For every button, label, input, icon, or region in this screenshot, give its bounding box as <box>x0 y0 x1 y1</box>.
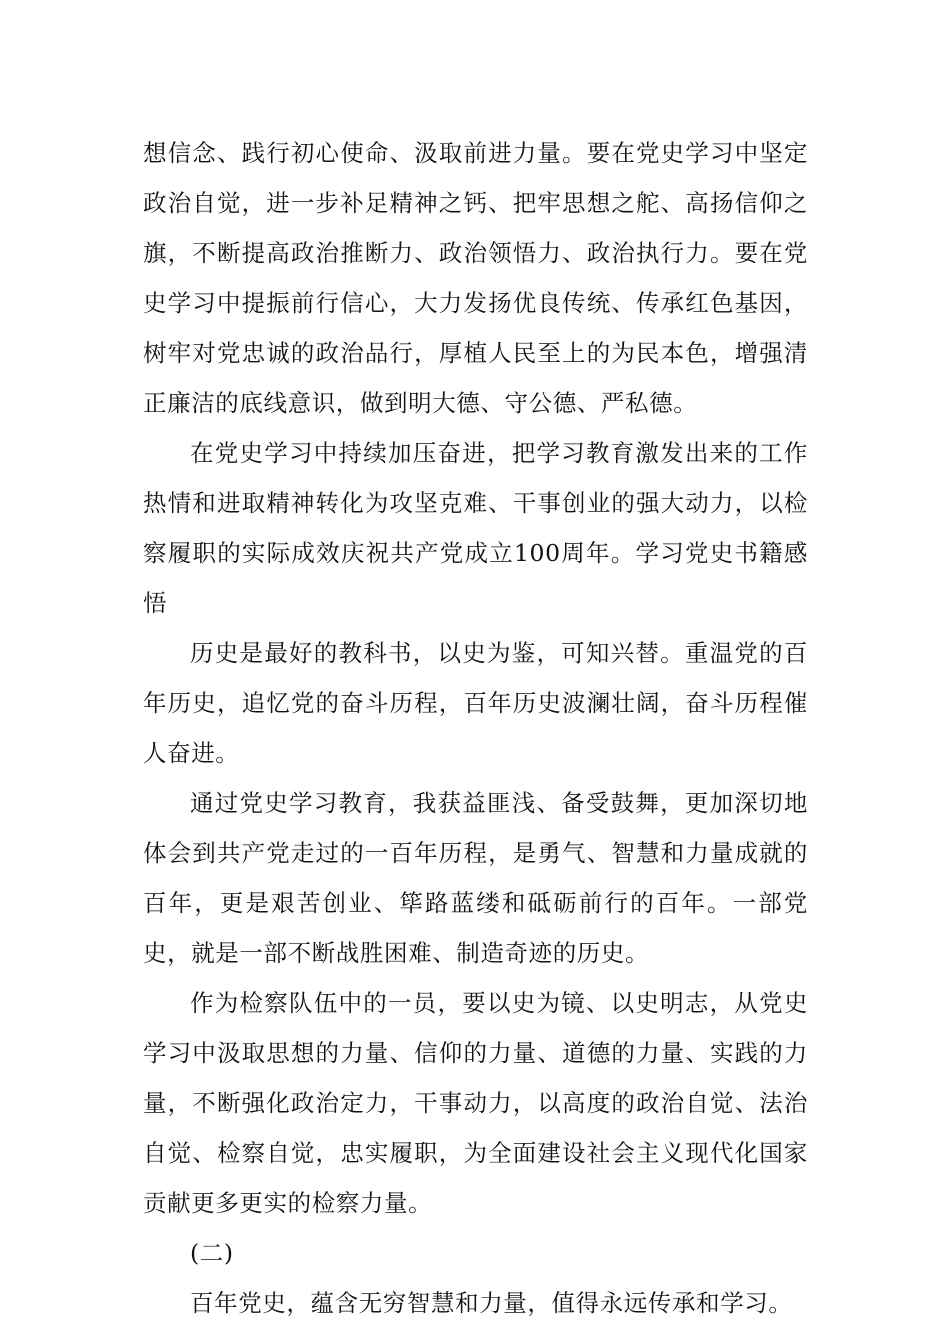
paragraph-continuation: 想信念、践行初心使命、汲取前进力量。要在党史学习中坚定政治自觉，进一步补足精神之钙、把牢思想之舵、高扬信仰之旗，不断提高政治推断力、政治领悟力、政治执行力。要在党史学习中提振前行信心，大力发扬优良传统、传承红色基因，树牢对党忠诚的政治品行，厚植人民至上的为民本色，增强清正廉洁的底线意识，做到明大德、守公德、严私德。 <box>143 139 808 417</box>
paragraph-learning-education: 通过党史学习教育，我获益匪浅、备受鼓舞，更加深切地体会到共产党走过的一百年历程，是勇气、智慧和力量成就的百年，更是艰苦创业、筚路蓝缕和砥砺前行的百年。一部党史，就是一部不断战胜困难、制造奇迹的历史。 <box>143 789 808 967</box>
paragraph-century-history: 百年党史，蕴含无穷智慧和力量，值得永远传承和学习。 <box>190 1289 793 1317</box>
section-heading-two: (二) <box>190 1239 234 1267</box>
paragraph-work-enthusiasm: 在党史学习中持续加压奋进，把学习教育激发出来的工作热情和进取精神转化为攻坚克难、干事创业的强大动力，以检察履职的实际成效庆祝共产党成立100周年。学习党史书籍感悟 <box>143 439 808 617</box>
paragraph-procuratorate-member: 作为检察队伍中的一员，要以史为镜、以史明志，从党史学习中汲取思想的力量、信仰的力量、道德的力量、实践的力量，不断强化政治定力，干事动力，以高度的政治自觉、法治自觉、检察自觉，忠实履职，为全面建设社会主义现代化国家贡献更多更实的检察力量。 <box>143 989 808 1217</box>
document-body <box>143 128 808 1328</box>
paragraph-history-textbook: 历史是最好的教科书，以史为鉴，可知兴替。重温党的百年历史，追忆党的奋斗历程，百年历史波澜壮阔，奋斗历程催人奋进。 <box>143 639 808 767</box>
